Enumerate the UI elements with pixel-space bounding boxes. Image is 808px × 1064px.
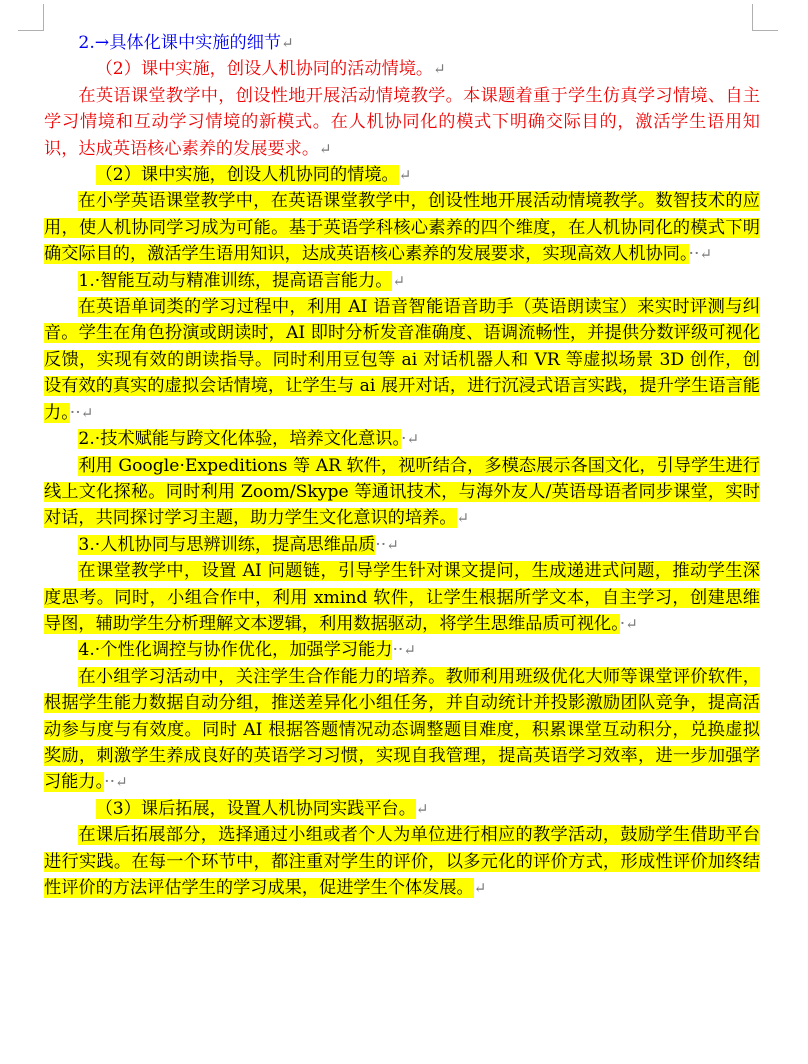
paragraph-mark: ↵ bbox=[415, 799, 429, 818]
point-4-text: 4.·个性化调控与协作优化，加强学习能力 bbox=[78, 640, 393, 661]
paragraph-mark: ↵ bbox=[392, 271, 406, 290]
space-marks: ·· bbox=[69, 402, 81, 423]
body-paragraph-b bbox=[44, 294, 760, 426]
point-2-heading bbox=[44, 426, 760, 452]
space-marks: ·· bbox=[688, 244, 700, 265]
paragraph-mark: ↵ bbox=[403, 641, 416, 660]
red-body-text: 在英语课堂教学中，创设性地开展活动情境教学。本课题着重于学生仿真学习情境、自主学习情境和互动学习情境的新模式。在人机协同化的模式下明确交际目的，激活学生语用知识，达成英语核心素养的发展要求。 bbox=[44, 85, 760, 159]
paragraph-mark: ↵ bbox=[625, 614, 638, 633]
point-1-text: 1.·智能互动与精准训练，提高语言能力。 bbox=[78, 270, 393, 291]
body-f-text: 在课后拓展部分，选择通过小组或者个人为单位进行相应的教学活动，鼓励学生借助平台进行实践。在每一个环节中，都注重对学生的评价，以多元化的评价方式，形成性评价加终结性评价的方法评估学生的学习成果，促进学生个体发展。 bbox=[44, 825, 760, 898]
paragraph-mark: ↵ bbox=[281, 34, 294, 52]
subheading-2-text: （2）课中实施，创设人机协同的情境。 bbox=[95, 165, 399, 186]
body-a-text: 在小学英语课堂教学中，在英语课堂教学中，创设性地开展活动情境教学。数智技术的应用，使人机协同学习成为可能。基于英语学科核心素养的四个维度，在人机协同化的模式下明确交际目的，激活学生语用知识，达成英语核心素养的发展要求，实现高效人机协同。 bbox=[44, 191, 760, 265]
body-paragraph-c bbox=[44, 453, 760, 532]
body-d-text: 在课堂教学中，设置 AI 问题链，引导学生针对课文提问，生成递进式问题，推动学生深度思考。同时，小组合作中，利用 xmind 软件，让学生根据所学文本，自主学习，创建思维导图，辅助学生分析理解文本逻辑，利用数据驱动，将学生思维品质可视化。 bbox=[44, 561, 760, 634]
body-paragraph-a bbox=[44, 188, 760, 267]
point-4-heading bbox=[44, 637, 760, 663]
red-subheading-text: （2）课中实施，创设人机协同的活动情境。 bbox=[95, 59, 434, 80]
red-body-paragraph bbox=[44, 83, 760, 162]
paragraph-mark: ↵ bbox=[386, 535, 399, 554]
body-paragraph-d bbox=[44, 558, 760, 637]
space-marks: · bbox=[619, 613, 626, 634]
subheading-3 bbox=[44, 796, 760, 822]
space-marks: ·· bbox=[392, 640, 404, 661]
paragraph-mark: ↵ bbox=[80, 403, 94, 422]
space-marks: ·· bbox=[375, 534, 387, 555]
point-2-text: 2.·技术赋能与跨文化体验，培养文化意识。 bbox=[78, 429, 402, 450]
space-marks: ·· bbox=[104, 772, 116, 793]
body-e-text: 在小组学习活动中，关注学生合作能力的培养。教师利用班级优化大师等课堂评价软件，根据学生能力数据自动分组，推送差异化小组任务，并自动统计并投影激励团队竞争，提高活动参与度与有效度。同时 AI 根据答题情况动态调整题目难度，积累课堂互动积分，兑换虚拟奖励，刺激学生养成良好的英语学习习惯，实现自我管理，提高英语学习效率，进一步加强学习能力。 bbox=[44, 666, 760, 793]
crop-mark-top-left-horizontal bbox=[18, 30, 44, 31]
paragraph-mark: ↵ bbox=[456, 509, 470, 528]
body-b-text: 在英语单词类的学习过程中，利用 AI 语音智能语音助手（英语朗读宝）来实时评测与纠音。学生在角色扮演或朗读时，AI 即时分析发音准确度、语调流畅性，并提供分数评级可视化反馈，实现有效的朗读指导。同时利用豆包等 ai 对话机器人和 VR 等虚拟场景 3D 创作，创设有效的真实的虚拟会话情境，让学生与 ai 展开对话，进行沉浸式语言实践，提升学生语言能力。 bbox=[44, 297, 760, 423]
paragraph-mark: ↵ bbox=[319, 139, 332, 158]
section-title bbox=[44, 30, 760, 56]
subheading-3-text: （3）课后拓展，设置人机协同实践平台。 bbox=[95, 798, 416, 819]
paragraph-mark: ↵ bbox=[433, 60, 446, 79]
section-title-text: 2.→具体化课中实施的细节 bbox=[78, 33, 282, 53]
subheading-2 bbox=[44, 162, 760, 188]
paragraph-mark: ↵ bbox=[406, 430, 420, 449]
paragraph-mark: ↵ bbox=[699, 245, 713, 264]
paragraph-mark: ↵ bbox=[115, 773, 128, 792]
body-c-text: 利用 Google·Expeditions 等 AR 软件，视听结合，多模态展示各国文化，引导学生进行线上文化探秘。同时利用 Zoom/Skype 等通讯技术，与海外友人/英语母语者同步课堂，实时对话，共同探讨学习主题，助力学生文化意识的培养。 bbox=[44, 455, 760, 529]
crop-mark-top-left-vertical bbox=[43, 4, 44, 30]
point-1-heading bbox=[44, 268, 760, 294]
body-paragraph-e bbox=[44, 664, 760, 796]
space-marks: · bbox=[401, 429, 407, 450]
point-3-heading bbox=[44, 532, 760, 558]
red-subheading bbox=[44, 56, 760, 82]
body-paragraph-f bbox=[44, 822, 760, 901]
paragraph-mark: ↵ bbox=[473, 879, 487, 897]
point-3-text: 3.·人机协同与思辨训练，提高思维品质 bbox=[78, 534, 376, 555]
paragraph-mark: ↵ bbox=[398, 166, 412, 185]
document-body bbox=[44, 30, 760, 901]
crop-mark-top-right-vertical bbox=[752, 4, 753, 30]
